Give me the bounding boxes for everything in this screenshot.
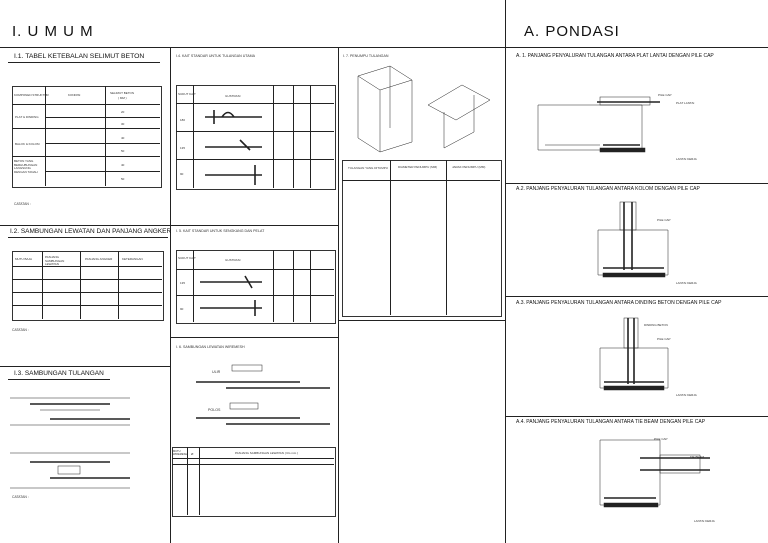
t14-angle-135: 135 [180, 146, 186, 150]
t11-note: CATATAN : [14, 202, 31, 206]
t11-val-4: 50 [121, 149, 125, 153]
section-1-1: I.1. TABEL KETEBALAN SELIMUT BETON [14, 53, 145, 60]
splice-drawing-1 [10, 398, 130, 425]
section-a4: A.4. PANJANG PENYALURAN TULANGAN ANTARA TIE BEAM DENGAN PILE CAP [516, 419, 706, 425]
a2-pile-cap-label: PILE CAP [657, 218, 671, 222]
t11-header-selimut: SELIMUT BETON [110, 91, 135, 95]
t11-row-balok: BALOK & KOLOM [15, 142, 40, 146]
a4-lantai-kerja-label: LANTAI KERJA [694, 519, 715, 523]
a2-lantai-kerja-label: LANTAI KERJA [676, 281, 697, 285]
bar-chair-detail [428, 85, 490, 148]
t16-header-dia: Ø [191, 452, 194, 456]
left-title: I. U M U M [12, 23, 94, 40]
t17-header-jarak: JARAK PENUMPU (MM) [452, 165, 486, 169]
t11-val-1: 20 [121, 110, 125, 114]
splice-drawing-2 [10, 453, 130, 488]
ulir-label: ULIR [212, 370, 221, 374]
t15-header-ilustrasi: ILUSTRASI [225, 258, 241, 262]
a4-tie-beam-label: TIE BEAM [690, 455, 705, 459]
t16-header-mutu: MUTU WIREMESH [173, 450, 188, 456]
t11-row-plat: PLAT & DINDING [15, 115, 39, 119]
t12-header-keterangan: KETERANGAN [122, 257, 143, 261]
a3-pile-cap-label: PILE CAP [657, 337, 671, 341]
section-1-5: I. 5. KAIT STANDAR UNTUK SENGKANG DAN PELAT [176, 229, 265, 233]
t12-header-angker: PANJANG ANGKER [85, 257, 113, 261]
section-a3: A.3. PANJANG PENYALURAN TULANGAN ANTARA DINDING BETON DENGAN PILE CAP [516, 300, 722, 306]
t11-header-unit: ( MM ) [118, 96, 127, 100]
right-title: A. PONDASI [524, 23, 620, 40]
section-1-4: I.4. KAIT STANDAR UNTUK TULANGAN UTAMA [176, 54, 256, 58]
a1-lantai-kerja-label: LANTAI KERJA [676, 157, 697, 161]
a3-lantai-kerja-label: LANTAI KERJA [676, 393, 697, 397]
section-1-3: I.3. SAMBUNGAN TULANGAN [14, 370, 104, 377]
a3-footing [600, 318, 668, 390]
t14-header-ilustrasi: ILUSTRASI [225, 94, 241, 98]
a3-dinding-label: DINDING BETON [644, 323, 668, 327]
t15-angle-90: 90 [180, 307, 184, 311]
a4-pile-cap-label: PILE CAP [654, 437, 668, 441]
t17-header-diameter: DIAMETER PENUMPU (MM) [398, 165, 438, 169]
t12-header-lewatan: PANJANG SAMBUNGAN LEWATAN [45, 255, 65, 267]
section-1-6: I. 6. SAMBUNGAN LEWATAN WIREMESH [176, 345, 245, 349]
t11-val-3: 40 [121, 136, 125, 140]
t16-title: PANJANG SAMBUNGAN LEWATAN ( Ro mm ) [235, 451, 299, 455]
t14-angle-90: 90 [180, 172, 184, 176]
t15-header-sudut: SUDUT KAIT [178, 256, 196, 260]
t11-row-tanah: BETON YANG BERHUBUNGAN LANGSUNG DENGAN TANAH [14, 159, 38, 174]
t15-angle-135: 135 [180, 281, 186, 285]
t11-header-kondisi: KONDISI [68, 93, 81, 97]
section-a1: A. 1. PANJANG PENYALURAN TULANGAN ANTARA PLAT LANTAI DENGAN PILE CAP [516, 53, 714, 59]
section-1-7: I. 7. PENUMPU TULANGAN [343, 54, 389, 58]
t12-header-mutu: MUTU BAJA [15, 257, 33, 261]
polos-label: POLOS [208, 408, 221, 412]
a1-pile-cap-label: PILE CAP [658, 93, 672, 97]
t12-note: CATATAN : [12, 328, 29, 332]
t14-angle-180: 180 [180, 118, 186, 122]
s13-note: CATATAN : [12, 495, 29, 499]
section-a2: A.2. PANJANG PENYALURAN TULANGAN ANTARA KOLOM DENGAN PILE CAP [516, 186, 700, 192]
section-1-2: I.2. SAMBUNGAN LEWATAN DAN PANJANG ANGKER [10, 228, 172, 235]
t11-val-5: 40 [121, 163, 125, 167]
a1-plat-label: PLAT LANTAI [676, 101, 695, 105]
a1-footing [538, 97, 660, 152]
t11-val-6: 50 [121, 177, 125, 181]
a2-footing [598, 202, 668, 277]
t11-header-komponen: KOMPONEN STRUKTUR [14, 93, 49, 97]
a4-footing [600, 440, 710, 507]
t17-header-tulangan: TULANGAN YANG DITUMPU [348, 166, 388, 170]
t14-header-sudut: SUDUT KAIT [178, 92, 196, 96]
bar-chair-cube [358, 66, 412, 152]
t11-val-2: 30 [121, 122, 125, 126]
